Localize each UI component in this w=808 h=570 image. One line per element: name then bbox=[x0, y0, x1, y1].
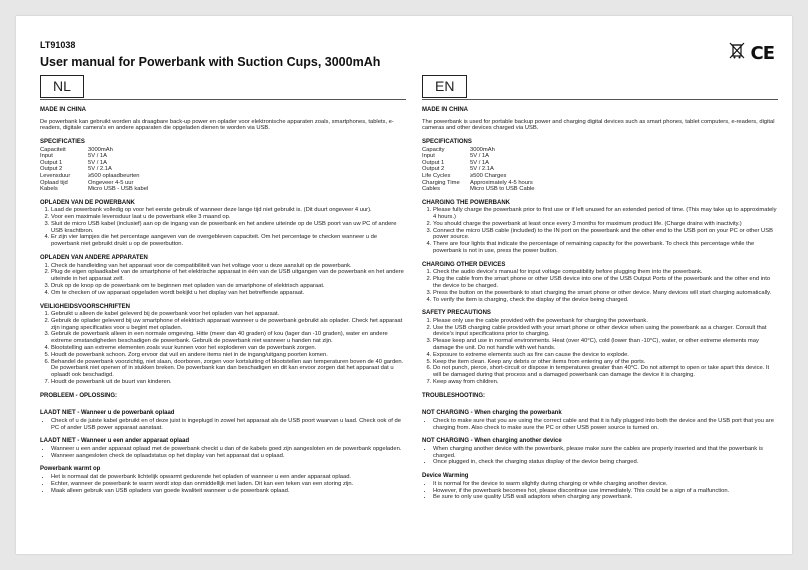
list-item: 4. Er zijn vier lampjes die het percentage aangeven van de overgebleven capaciteit. Om het percentage te checken wanneer u de powerbank niet gebruikt drukt u op de powerbutton. bbox=[51, 234, 406, 248]
spec-key: Input bbox=[40, 153, 53, 160]
language-label-nl: NL bbox=[40, 75, 84, 98]
spec-key: Oplaad tijd bbox=[40, 179, 68, 186]
ce-mark: CE bbox=[750, 43, 774, 64]
spec-value: 3000mAh bbox=[470, 146, 495, 153]
spec-value: ≥500 oplaadbeurten bbox=[88, 172, 140, 179]
spec-key: Cables bbox=[422, 186, 441, 193]
other-devices-steps bbox=[422, 269, 778, 303]
spec-value: 5V / 2.1A bbox=[88, 166, 112, 173]
troubleshooting-heading: PROBLEEM - OPLOSSING: bbox=[40, 392, 118, 399]
list-item: 1. Please only use the cable provided with the powerbank for charging the powerbank. bbox=[433, 318, 778, 325]
spec-value: 5V / 2.1A bbox=[470, 166, 494, 173]
list-item: • Wanneer aangesloten check de oplaadstatus op het display van het apparaat dat u oplaad. bbox=[51, 453, 406, 460]
manual-page bbox=[16, 16, 792, 554]
charge-steps bbox=[40, 207, 406, 248]
safety-list bbox=[40, 311, 406, 386]
list-item: 1. Laad de powerbank volledig op voor het eerste gebruik of wanneer deze lange tijd niet gebruikt is. (Dit duurt ongeveer 4 uur). bbox=[51, 207, 406, 214]
list-item: 4. Om te checken of uw apparaat opgeladen wordt bekijkt u het display van het betreffende apparaat. bbox=[51, 290, 406, 297]
compliance-marks bbox=[729, 42, 774, 65]
list-item: 2. Voor een maximale levensduur laat u de powerbank elke 3 maand op. bbox=[51, 214, 406, 221]
other-devices-heading: OPLADEN VAN ANDERE APPARATEN bbox=[40, 255, 148, 262]
trouble-1-heading: LAADT NIET - Wanneer u de powerbank oplaad bbox=[40, 410, 175, 417]
list-item: 4. Exposure to extreme elements such as fire can cause the device to explode. bbox=[433, 352, 778, 359]
list-item: • It is normal for the device to warm slightly during charging or while charging another device. bbox=[433, 481, 778, 488]
trouble-3-heading: Device Warming bbox=[422, 473, 469, 480]
trouble-1-heading: NOT CHARGING - When charging the powerbank bbox=[422, 410, 562, 417]
spec-table bbox=[40, 147, 406, 193]
list-item: 1. Gebruikt u alleen de kabel geleverd bij de powerbank voor het opladen van het apparaat. bbox=[51, 311, 406, 318]
list-item: • Wanneer u een ander apparaat oplaad met de powerbank checkt u dan of de kabels goed zijn aangesloten en de powerbank opgeladen. bbox=[51, 446, 406, 453]
trouble-3-list bbox=[422, 481, 778, 501]
divider bbox=[422, 99, 778, 100]
spec-value: 5V / 1A bbox=[88, 153, 108, 160]
spec-key: Charging Time bbox=[422, 179, 460, 186]
list-item: • However, if the powerbank becomes hot, please discontinue use immediately. This could be a sign of a malfunction. bbox=[433, 488, 778, 495]
safety-list bbox=[422, 318, 778, 386]
list-item: 3. Please keep and use in normal environments. Heat (over 40°C), cold (lower than -10°C), water, or other extreme elements may damage the unit. Do not handle with wet hands. bbox=[433, 338, 778, 352]
spec-key: Output 2 bbox=[422, 166, 445, 173]
intro-text: The powerbank is used for portable backup power and charging digital devices such as smart phones, tablet computers, e-readers, digital cameras and other devices charged via USB. bbox=[422, 118, 775, 132]
intro-text: De powerbank kan gebruikt worden als draagbare back-up power en oplader voor elektronische apparaten zoals, smartphones, tablets, e-readers, digitale camera's en andere apparaten die opgeladen dienen te worden via USB. bbox=[40, 118, 394, 132]
list-item: 2. Gebruik de oplader geleverd bij uw smartphone of elektrisch apparaat wanneer u de powerbank gebruikt als oplader. Check het apparaat zijn ingang specificaties voor u begint met opladen. bbox=[51, 318, 406, 332]
spec-value: 5V / 1A bbox=[88, 159, 108, 166]
list-item: • Be sure to only use quality USB wall adaptors when charging any powerbank. bbox=[433, 494, 778, 501]
troubleshooting-heading: TROUBLESHOOTING: bbox=[422, 392, 485, 399]
list-item: 4. To verify the item is charging, check the display of the device being charged. bbox=[433, 297, 778, 304]
spec-value: Micro USB - USB kabel bbox=[88, 186, 149, 193]
list-item: 3. Press the button on the powerbank to start charging the smart phone or other device. Many devices will start charging automatically. bbox=[433, 290, 778, 297]
list-item: 6. Behandel de powerbank voorzichtig, niet slaan, doorboren, zorgen voor kortsluiting of blootstellen aan temperaturen boven de 40 garden. De powerbank niet openen of in stukken breken. De powerbank kan dan beschadigen en dit kan ervoor zorgen dat het apparaat dat u oplaadt ook beschadigd. bbox=[51, 359, 406, 379]
english-column bbox=[422, 75, 778, 547]
list-item: 2. Use the USB charging cable provided with your smart phone or other device when using the powerbank as a charger. Consult that device's input specifications prior to charging. bbox=[433, 325, 778, 339]
trouble-2-list bbox=[40, 446, 406, 460]
list-item: 3. Druk op de knop op de powerbank om te beginnen met opladen van de smartphone of elektrisch apparaat. bbox=[51, 283, 406, 290]
spec-key: Capacity bbox=[422, 146, 445, 153]
list-item: 3. Gebruik de powerbank alleen in een normale omgeving. Hitte (meer dan 40 graden) of kou (lager dan -10 graden), water en andere extreme omstandigheden beschadigen de powerbank. Gebruik de powerbank niet wanneer u handen nat zijn. bbox=[51, 331, 406, 345]
trouble-2-heading: LAADT NIET - Wanneer u een ander apparaat oplaad bbox=[40, 438, 190, 445]
other-devices-heading: CHARGING OTHER DEVICES bbox=[422, 261, 506, 268]
spec-value: 5V / 1A bbox=[470, 153, 490, 160]
safety-heading: VEILIGHEIDSVOORSCHRIFTEN bbox=[40, 303, 131, 310]
list-item: 7. Houdt de powerbank uit de buurt van kinderen. bbox=[51, 379, 406, 386]
list-item: 1. Check the audio device's manual for input voltage compatibility before plugging them into the powerbank. bbox=[433, 269, 778, 276]
list-item: 2. Plug de eigen oplaadkabel van de smartphone of het elektrische apparaat in één van de USB uitgangen van de powerbank en het andere uiteinde in het apparaat zelf. bbox=[51, 269, 406, 283]
list-item: 3. Sluit de micro USB kabel (inclusief) aan op de ingang van de powerbank en het andere uiteinde op de USB poort van uw PC of andere USB krachtbron. bbox=[51, 221, 406, 235]
list-item: 4. Blootstelling aan extreme elementen zoals vuur kunnen voor het exploderen van de powerbank zorgen. bbox=[51, 345, 406, 352]
spec-value: Micro USB to USB Cable bbox=[470, 186, 535, 193]
list-item: 2. Plug the cable from the smart phone or other USB device into one of the USB Output Ports of the powerbank and the other end into the device to be charged. bbox=[433, 276, 778, 290]
spec-key: Life Cycles bbox=[422, 172, 451, 179]
model-number: LT91038 bbox=[40, 40, 76, 50]
list-item: • Echter, wanneer de powerbank te warm wordt stop dan onmiddellijk met laden. Dit kan een teken van een storing zijn. bbox=[51, 481, 406, 488]
trouble-3-list bbox=[40, 474, 406, 494]
trouble-1-list bbox=[422, 418, 778, 432]
spec-key: Output 1 bbox=[422, 159, 445, 166]
safety-heading: SAFETY PRECAUTIONS bbox=[422, 310, 491, 317]
trouble-2-list bbox=[422, 446, 778, 466]
spec-value: 3000mAh bbox=[88, 146, 113, 153]
spec-key: Levensduur bbox=[40, 172, 71, 179]
list-item: 3. Connect the micro USB cable (included) to the IN port on the powerbank and the other end to the USB port on your PC or other USB power source. bbox=[433, 228, 778, 242]
language-label-en: EN bbox=[422, 75, 467, 98]
list-item: 6. Do not punch, pierce, short-circuit or dispose in temperatures greater than 40°C. Do not attempt to open or take apart this device. It will be damaged during that process and a damaged powerbank can damage the device it is charging. bbox=[433, 365, 778, 379]
page-title: User manual for Powerbank with Suction Cups, 3000mAh bbox=[40, 55, 381, 69]
spec-table bbox=[422, 147, 778, 193]
list-item: 1. Please fully charge the powerbank prior to first use or if left unused for an extended period of time. (This may take up to approximately 4 hours.) bbox=[433, 207, 778, 221]
spec-value: 5V / 1A bbox=[470, 159, 490, 166]
spec-value: Approximately 4-5 hours bbox=[470, 179, 533, 186]
charge-steps bbox=[422, 207, 778, 255]
weee-bin-icon bbox=[729, 42, 745, 65]
list-item: • Maak alleen gebruik van USB opladers van goede kwaliteit wanneer u de powerbank oplaad. bbox=[51, 488, 406, 495]
trouble-3-heading: Powerbank warmt op bbox=[40, 466, 101, 473]
list-item: 5. Houdt de powerbank schoon. Zorg ervoor dat vuil en andere items niet in de ingang/uitgang poorten komen. bbox=[51, 352, 406, 359]
list-item: 4. There are four lights that indicate the percentage of remaining capacity for the powerbank. To check this percentage while the powerbank is not in use, press the power button. bbox=[433, 241, 778, 255]
dutch-column bbox=[40, 75, 406, 547]
list-item: • When charging another device with the powerbank, please make sure the cables are properly inserted and that the powerbank is charged. bbox=[433, 446, 778, 460]
list-item: • Check to make sure that you are using the correct cable and that it is fully plugged into both the device and the USB port that you are charging from. Also check to make sure the PC or other USB power source is turned on. bbox=[433, 418, 778, 432]
list-item: • Once plugged in, check the charging status display of the device being charged. bbox=[433, 459, 778, 466]
charge-heading: CHARGING THE POWERBANK bbox=[422, 199, 510, 206]
charge-heading: OPLADEN VAN DE POWERBANK bbox=[40, 199, 135, 206]
list-item: 7. Keep away from children. bbox=[433, 379, 778, 386]
divider bbox=[40, 99, 406, 100]
list-item: • Het is normaal dat de powerbank lichtelijk opwarmt gedurende het opladen of wanneer u een ander apparaat oplaad. bbox=[51, 474, 406, 481]
list-item: 1. Check de handleiding van het apparaat voor de compatibiliteit van het voltage voor u deze aansluit op de powerbank. bbox=[51, 263, 406, 270]
made-in-label: MADE IN CHINA bbox=[40, 107, 86, 113]
spec-key: Kabels bbox=[40, 186, 58, 193]
other-devices-steps bbox=[40, 263, 406, 297]
trouble-1-list bbox=[40, 418, 406, 432]
list-item: 2. You should charge the powerbank at least once every 3 months for maximum product life. (Charge drains with inactivity.) bbox=[433, 221, 778, 228]
spec-key: Capaciteit bbox=[40, 146, 66, 153]
spec-heading: SPECIFICATIONS bbox=[422, 139, 472, 146]
list-item: 5. Keep the item clean. Keep any debris or other items from entering any of the ports. bbox=[433, 359, 778, 366]
list-item: • Check of u de juiste kabel gebruikt en of deze juist is ingeplugd in zowel het apparaat als de USB poort waarvan u laad. Check ook of de PC of ander USB power apparaat aanstaat. bbox=[51, 418, 406, 432]
spec-heading: SPECIFICATIES bbox=[40, 139, 85, 146]
spec-key: Input bbox=[422, 153, 435, 160]
spec-value: ≥500 Charges bbox=[470, 172, 507, 179]
spec-key: Output 1 bbox=[40, 159, 63, 166]
made-in-label: MADE IN CHINA bbox=[422, 107, 468, 113]
spec-value: Ongeveer 4-5 uur bbox=[88, 179, 134, 186]
trouble-2-heading: NOT CHARGING - When charging another device bbox=[422, 438, 562, 445]
spec-key: Output 2 bbox=[40, 166, 63, 173]
